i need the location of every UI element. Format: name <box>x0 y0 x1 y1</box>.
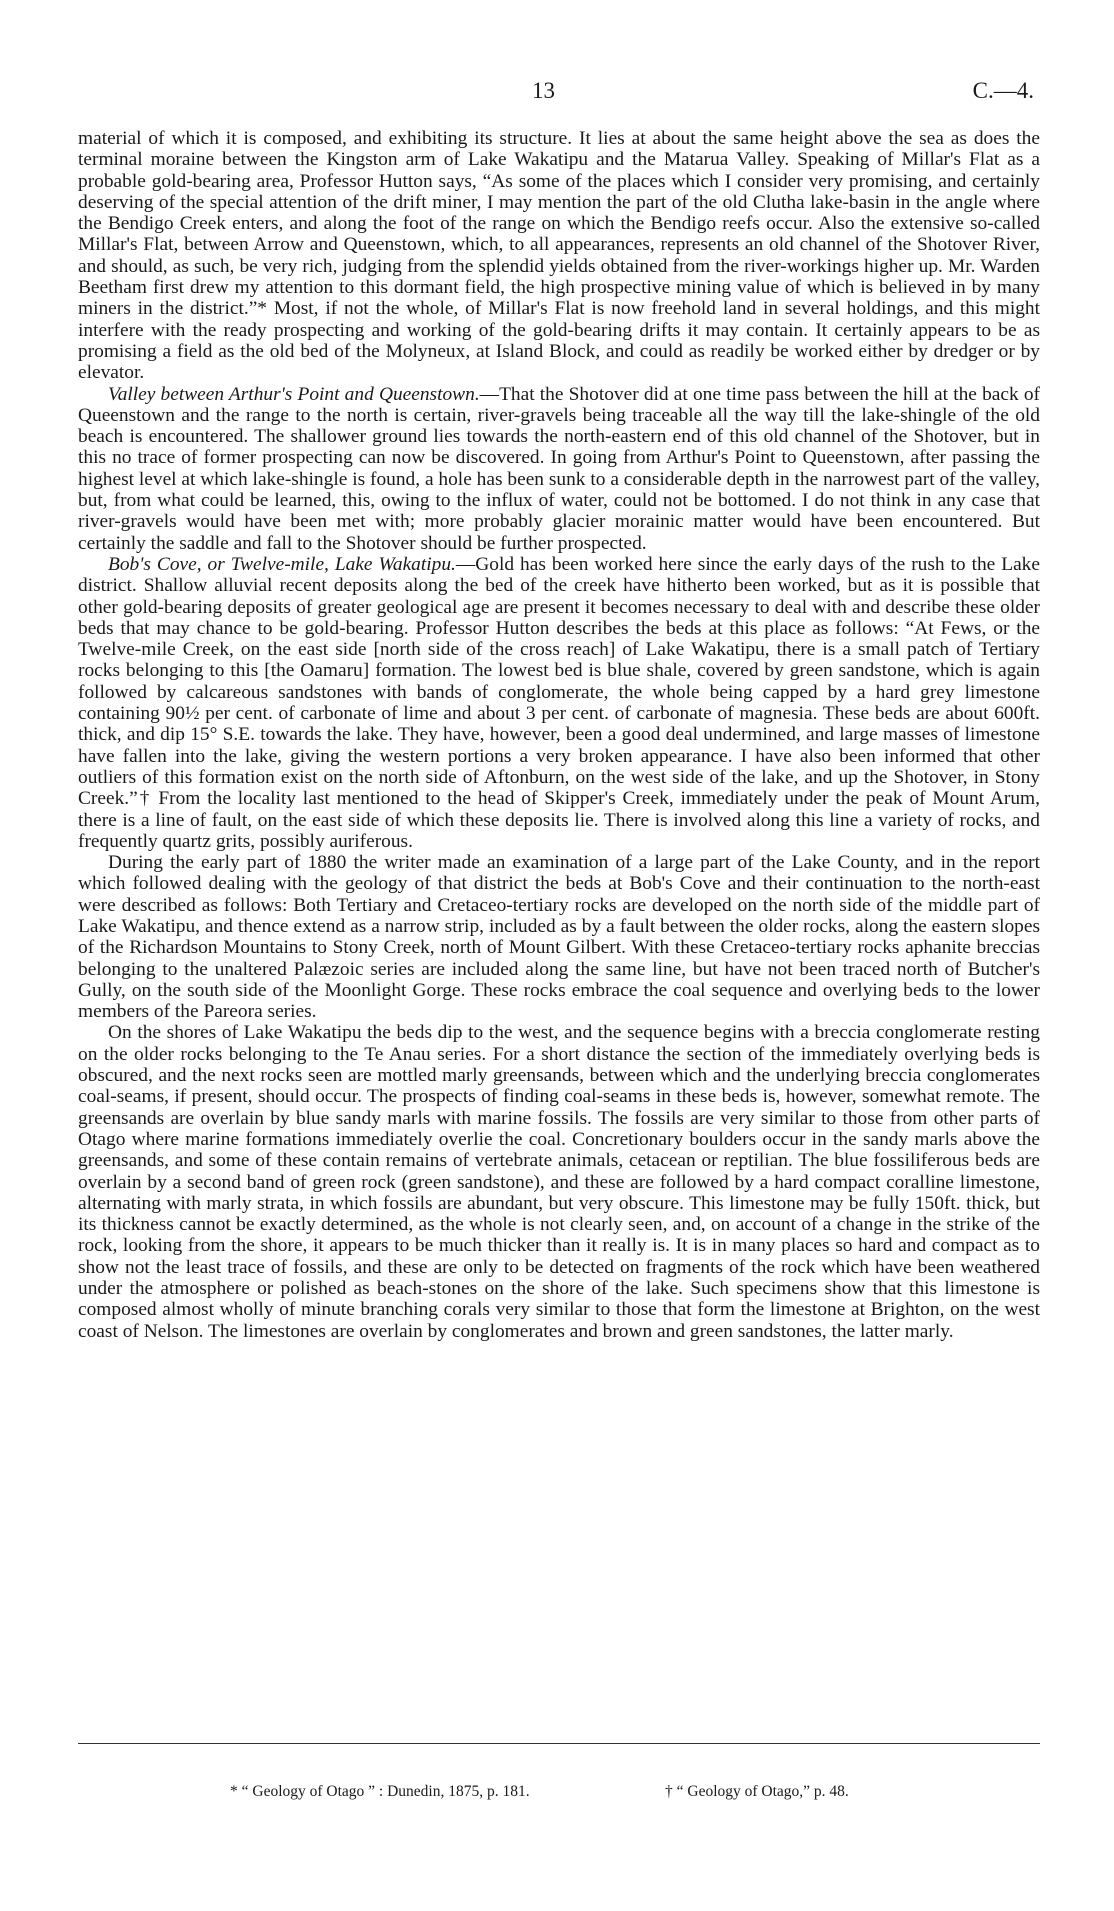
page-number: 13 <box>532 78 555 103</box>
paragraph-text: —Gold has been worked here since the early days of the rush to the Lake district. Shallow alluvial recent deposits along the bed of the creek have hitherto been worked, but as it is possible that other gold-bearing deposits of greater geological age are present it becomes necessary to deal with and describe these older beds that may chance to be gold-bearing. Professor Hutton describes the beds at this place as follows: “At Fews, or the Twelve-mile Creek, on the east side [north side of the cross reach] of Lake Wakatipu, there is a small patch of Tertiary rocks belonging to this [the Oamaru] formation. The lowest bed is blue shale, covered by green sandstone, which is again followed by calcareous sandstones with bands of conglomerate, the whole being capped by a hard grey limestone containing 90½ per cent. of carbonate of lime and about 3 per cent. of carbonate of magnesia. These beds are about 600ft. thick, and dip 15° S.E. towards the lake. They have, however, been a good deal undermined, and large masses of limestone have fallen into the lake, giving the western portions a very broken appearance. I have also been informed that other outliers of this formation exist on the north side of Aftonburn, on the west side of the lake, and up the Shotover, in Stony Creek.”† From the locality last mentioned to the head of Skipper's Creek, immediately under the peak of Mount Arum, there is a line of fault, on the east side of which these deposits lie. There is involved along this line a variety of rocks, and frequently quartz grits, possibly auriferous. <box>78 553 1040 852</box>
paragraph-text: material of which it is composed, and exhibiting its structure. It lies at about the same height above the sea as does the terminal moraine between the Kingston arm of Lake Wakatipu and the Matarua Valley. Speaking of Millar's Flat as a probable gold-bearing area, Professor Hutton says, “As some of the places which I consider very promising, and certainly deserving of the special attention of the drift miner, I may mention the part of the old Clutha lake-basin in the angle where the Bendigo Creek enters, and along the foot of the range on which the Bendigo reefs occur. Also the extensive so-called Millar's Flat, between Arrow and Queenstown, which, to all appearances, represents an old channel of the Shotover River, and should, as such, be very rich, judging from the splendid yields obtained from the river-workings higher up. Mr. Warden Beetham first drew my attention to this dormant field, the high prospective mining value of which is believed in by many miners in the district.”* Most, if not the whole, of Millar's Flat is now freehold land in several holdings, and this might interfere with the ready prospecting and working of the gold-bearing drifts it may contain. It certainly appears to be as promising a field as the old bed of the Molyneux, at Island Block, and could as readily be worked either by dredger or by elevator. <box>78 128 1040 384</box>
page-header <box>0 78 1114 108</box>
footnote: * “ Geology of Otago ” : Dunedin, 1875, p. 181. <box>230 1783 530 1800</box>
paragraph <box>78 384 1040 554</box>
footnote-divider <box>78 1743 1040 1744</box>
series-number: C.—4. <box>972 78 1034 103</box>
paragraph-text: During the early part of 1880 the writer made an examination of a large part of the Lake County, and in the report which followed dealing with the geology of that district the beds at Bob's Cove and their continuation to the north-east were described as follows: Both Tertiary and Cretaceo-tertiary rocks are developed on the north side of the middle part of Lake Wakatipu, and thence extend as a narrow strip, included as by a fault between the older rocks, along the eastern slopes of the Richardson Mountains to Stony Creek, north of Mount Gilbert. With these Cretaceo-tertiary rocks aphanite breccias belonging to the unaltered Palæzoic series are included along the same line, but have not been traced north of Butcher's Gully, on the south side of the Moonlight Gorge. These rocks embrace the coal sequence and overlying beds to the lower members of the Pareora series. <box>78 852 1040 1023</box>
footnote: † “ Geology of Otago,” p. 48. <box>665 1783 849 1800</box>
paragraph <box>78 128 1040 384</box>
body-text <box>78 128 1040 1342</box>
paragraph <box>78 554 1040 852</box>
paragraph <box>78 852 1040 1022</box>
paragraph-text: On the shores of Lake Wakatipu the beds dip to the west, and the sequence begins with a breccia conglomerate resting on the older rocks belonging to the Te Anau series. For a short distance the section of the immediately overlying beds is obscured, and the next rocks seen are mottled marly greensands, between which and the underlying breccia conglomerates coal-seams, if present, should occur. The prospects of finding coal-seams in these beds is, however, somewhat remote. The greensands are overlain by blue sandy marls with marine fossils. The fossils are very similar to those from other parts of Otago where marine formations immediately overlie the coal. Concretionary boulders occur in the sandy marls above the greensands, and some of these contain remains of vertebrate animals, cetacean or reptilian. The blue fossiliferous beds are overlain by a second band of green rock (green sandstone), and these are followed by a hard compact coralline limestone, alternating with marly strata, in which fossils are abundant, but very obscure. This limestone may be fully 150ft. thick, but its thickness cannot be exactly determined, as the whole is not clearly seen, and, on account of a change in the strike of the rock, looking from the shore, it appears to be much thicker than it really is. It is in many places so hard and compact as to show not the least trace of fossils, and these are only to be detected on fragments of the rock which have been weathered under the atmosphere or polished as beach-stones on the shore of the lake. Such specimens show that this limestone is composed almost wholly of minute branching corals very similar to those that form the limestone at Brighton, on the west coast of Nelson. The limestones are overlain by conglomerates and brown and green sandstones, the latter marly. <box>78 1022 1040 1342</box>
paragraph-text: —That the Shotover did at one time pass between the hill at the back of Queenstown and the range to the north is certain, river-gravels being traceable all the way till the lake-shingle of the old beach is encountered. The shallower ground lies towards the north-eastern end of this old channel of the Shotover, but in this no trace of former prospecting can now be discovered. In going from Arthur's Point to Queenstown, after passing the highest level at which lake-shingle is found, a hole has been sunk to a considerable depth in the narrowest part of the valley, but, from what could be learned, this, owing to the influx of water, could not be bottomed. I do not think in any case that river-gravels would have been met with; more probably glacier morainic matter would have been encountered. But certainly the saddle and fall to the Shotover should be further prospected. <box>78 383 1040 554</box>
section-heading: Valley between Arthur's Point and Queenstown. <box>108 383 480 405</box>
paragraph <box>78 1022 1040 1341</box>
section-heading: Bob's Cove, or Twelve-mile, Lake Wakatipu. <box>108 553 456 575</box>
